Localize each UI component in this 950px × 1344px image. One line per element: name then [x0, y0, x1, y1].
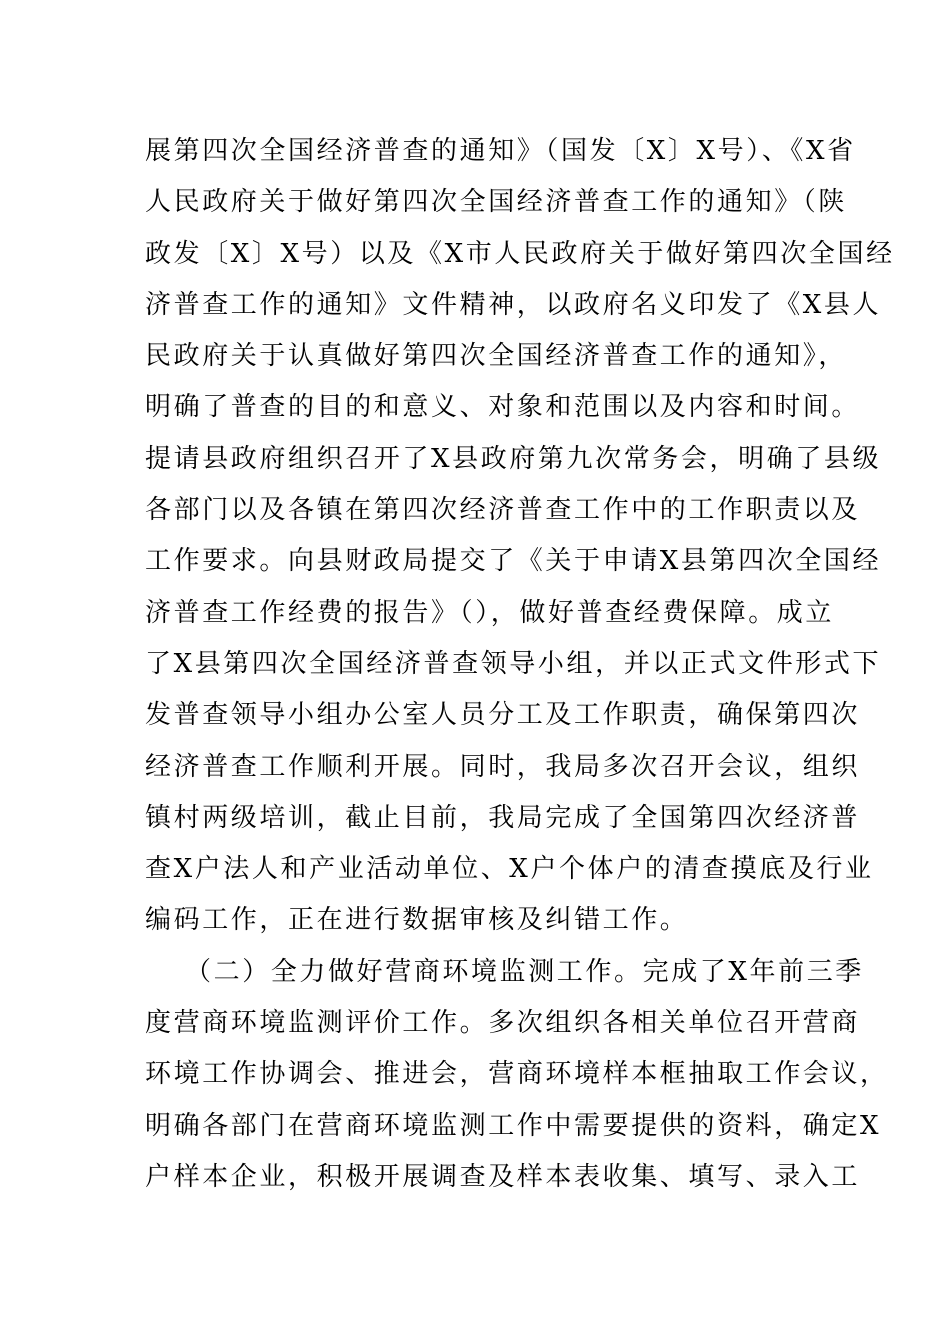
text-line: 经济普查工作顺利开展。同时，我局多次召开会议，组织: [145, 751, 861, 782]
text-line: 度营商环境监测评价工作。多次组织各相关单位召开营商: [145, 1008, 861, 1039]
text-line: 人民政府关于做好第四次全国经济普查工作的通知》（陕: [145, 187, 848, 218]
text-line: 展第四次全国经济普查的通知》（国发〔X〕X号）、《X省: [145, 136, 856, 166]
text-line: 户样本企业，积极开展调查及样本表收集、填写、录入工: [145, 1161, 861, 1192]
section-heading-line: （二）全力做好营商环境监测工作。完成了X年前三季: [185, 956, 864, 987]
text-line: 编码工作，正在进行数据审核及纠错工作。: [145, 905, 689, 936]
text-line: 工作要求。向县财政局提交了《关于申请X县第四次全国经: [145, 546, 882, 577]
body-text: [145, 126, 895, 1203]
text-line: 提请县政府组织召开了X县政府第九次常务会，明确了县级: [145, 443, 882, 474]
text-line: 济普查工作经费的报告》（），做好普查经费保障。成立: [145, 597, 835, 628]
text-line: 镇村两级培训，截止目前，我局完成了全国第四次经济普: [145, 802, 861, 833]
text-line: 明确各部门在营商环境监测工作中需要提供的资料，确定X: [145, 1110, 882, 1141]
text-line: 查X户法人和产业活动单位、X户个体户的清查摸底及行业: [145, 854, 874, 885]
text-line: 各部门以及各镇在第四次经济普查工作中的工作职责以及: [145, 495, 861, 526]
text-line: 环境工作协调会、推进会，营商环境样本框抽取工作会议，: [145, 1059, 889, 1090]
text-line: 发普查领导小组办公室人员分工及工作职责，确保第四次: [145, 700, 861, 731]
text-line: 济普查工作的通知》文件精神，以政府名义印发了《X县人: [145, 289, 882, 320]
text-line: 民政府关于认真做好第四次全国经济普查工作的通知》，: [145, 341, 848, 372]
text-line: 政发〔X〕X号）以及《X市人民政府关于做好第四次全国经: [145, 238, 895, 269]
text-line: 了X县第四次全国经济普查领导小组，并以正式文件形式下: [145, 648, 882, 679]
text-line: 明确了普查的目的和意义、对象和范围以及内容和时间。: [145, 392, 861, 423]
